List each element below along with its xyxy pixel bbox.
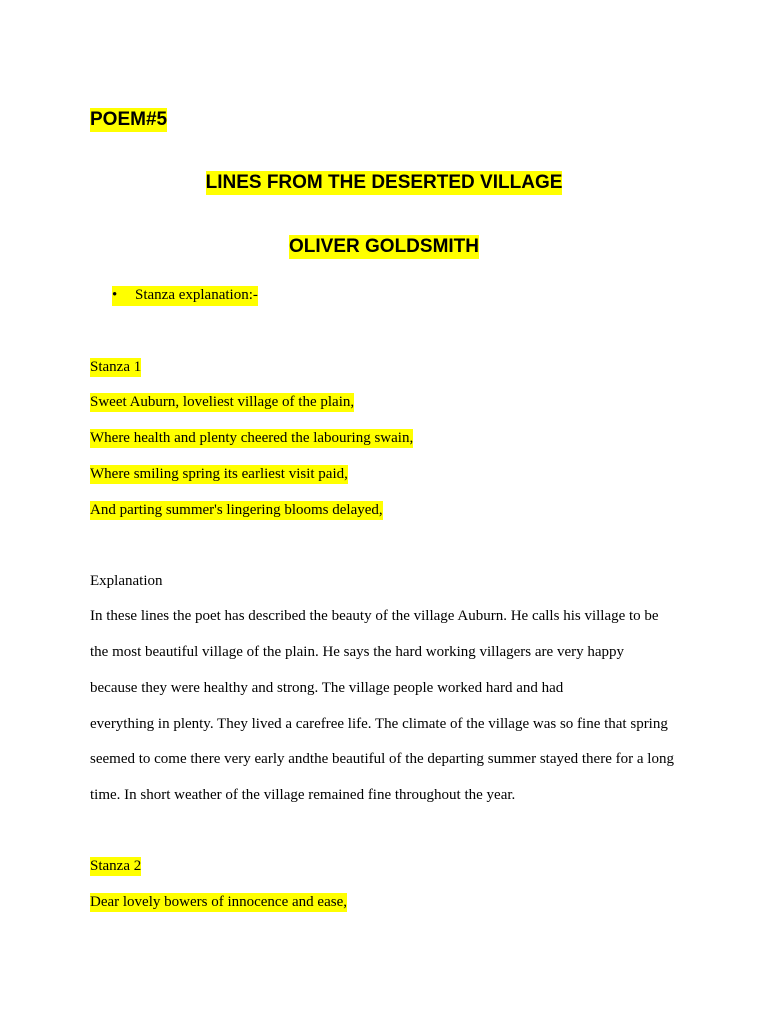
stanza-1-line: Where smiling spring its earliest visit paid,: [90, 466, 348, 482]
stanza-1-line: Sweet Auburn, loveliest village of the plain,: [90, 394, 355, 410]
poem-title: LINES FROM THE DESERTED VILLAGE: [205, 172, 563, 193]
stanza-2-line: Dear lovely bowers of innocence and ease,: [90, 894, 347, 910]
explanation-line: In these lines the poet has described the beauty of the village Auburn. He calls his village to be: [90, 608, 659, 624]
explanation-line: everything in plenty. They lived a carefree life. The climate of the village was so fine that spring: [90, 716, 668, 732]
bullet-list-item: [112, 286, 258, 306]
title-row: [0, 171, 768, 195]
explanation-line: because they were healthy and strong. The village people worked hard and had: [90, 680, 564, 696]
poem-number: POEM#5: [90, 109, 168, 130]
explanation-line: the most beautiful village of the plain. He says the hard working villagers are very happy: [90, 644, 625, 660]
explanation-heading: Explanation: [90, 573, 163, 589]
author-row: [0, 235, 768, 259]
explanation-line: time. In short weather of the village remained fine throughout the year.: [90, 787, 516, 803]
bullet-icon: •: [112, 287, 118, 303]
explanation-line: seemed to come there very early andthe beautiful of the departing summer stayed there for a long: [90, 751, 674, 767]
stanza-2-heading: Stanza 2: [90, 858, 142, 874]
poem-author: OLIVER GOLDSMITH: [289, 236, 479, 257]
stanza-1-line: And parting summer's lingering blooms delayed,: [90, 502, 383, 518]
stanza-1-heading: Stanza 1: [90, 359, 142, 375]
bullet-text: Stanza explanation:-: [135, 287, 258, 303]
stanza-1-line: Where health and plenty cheered the labouring swain,: [90, 430, 414, 446]
